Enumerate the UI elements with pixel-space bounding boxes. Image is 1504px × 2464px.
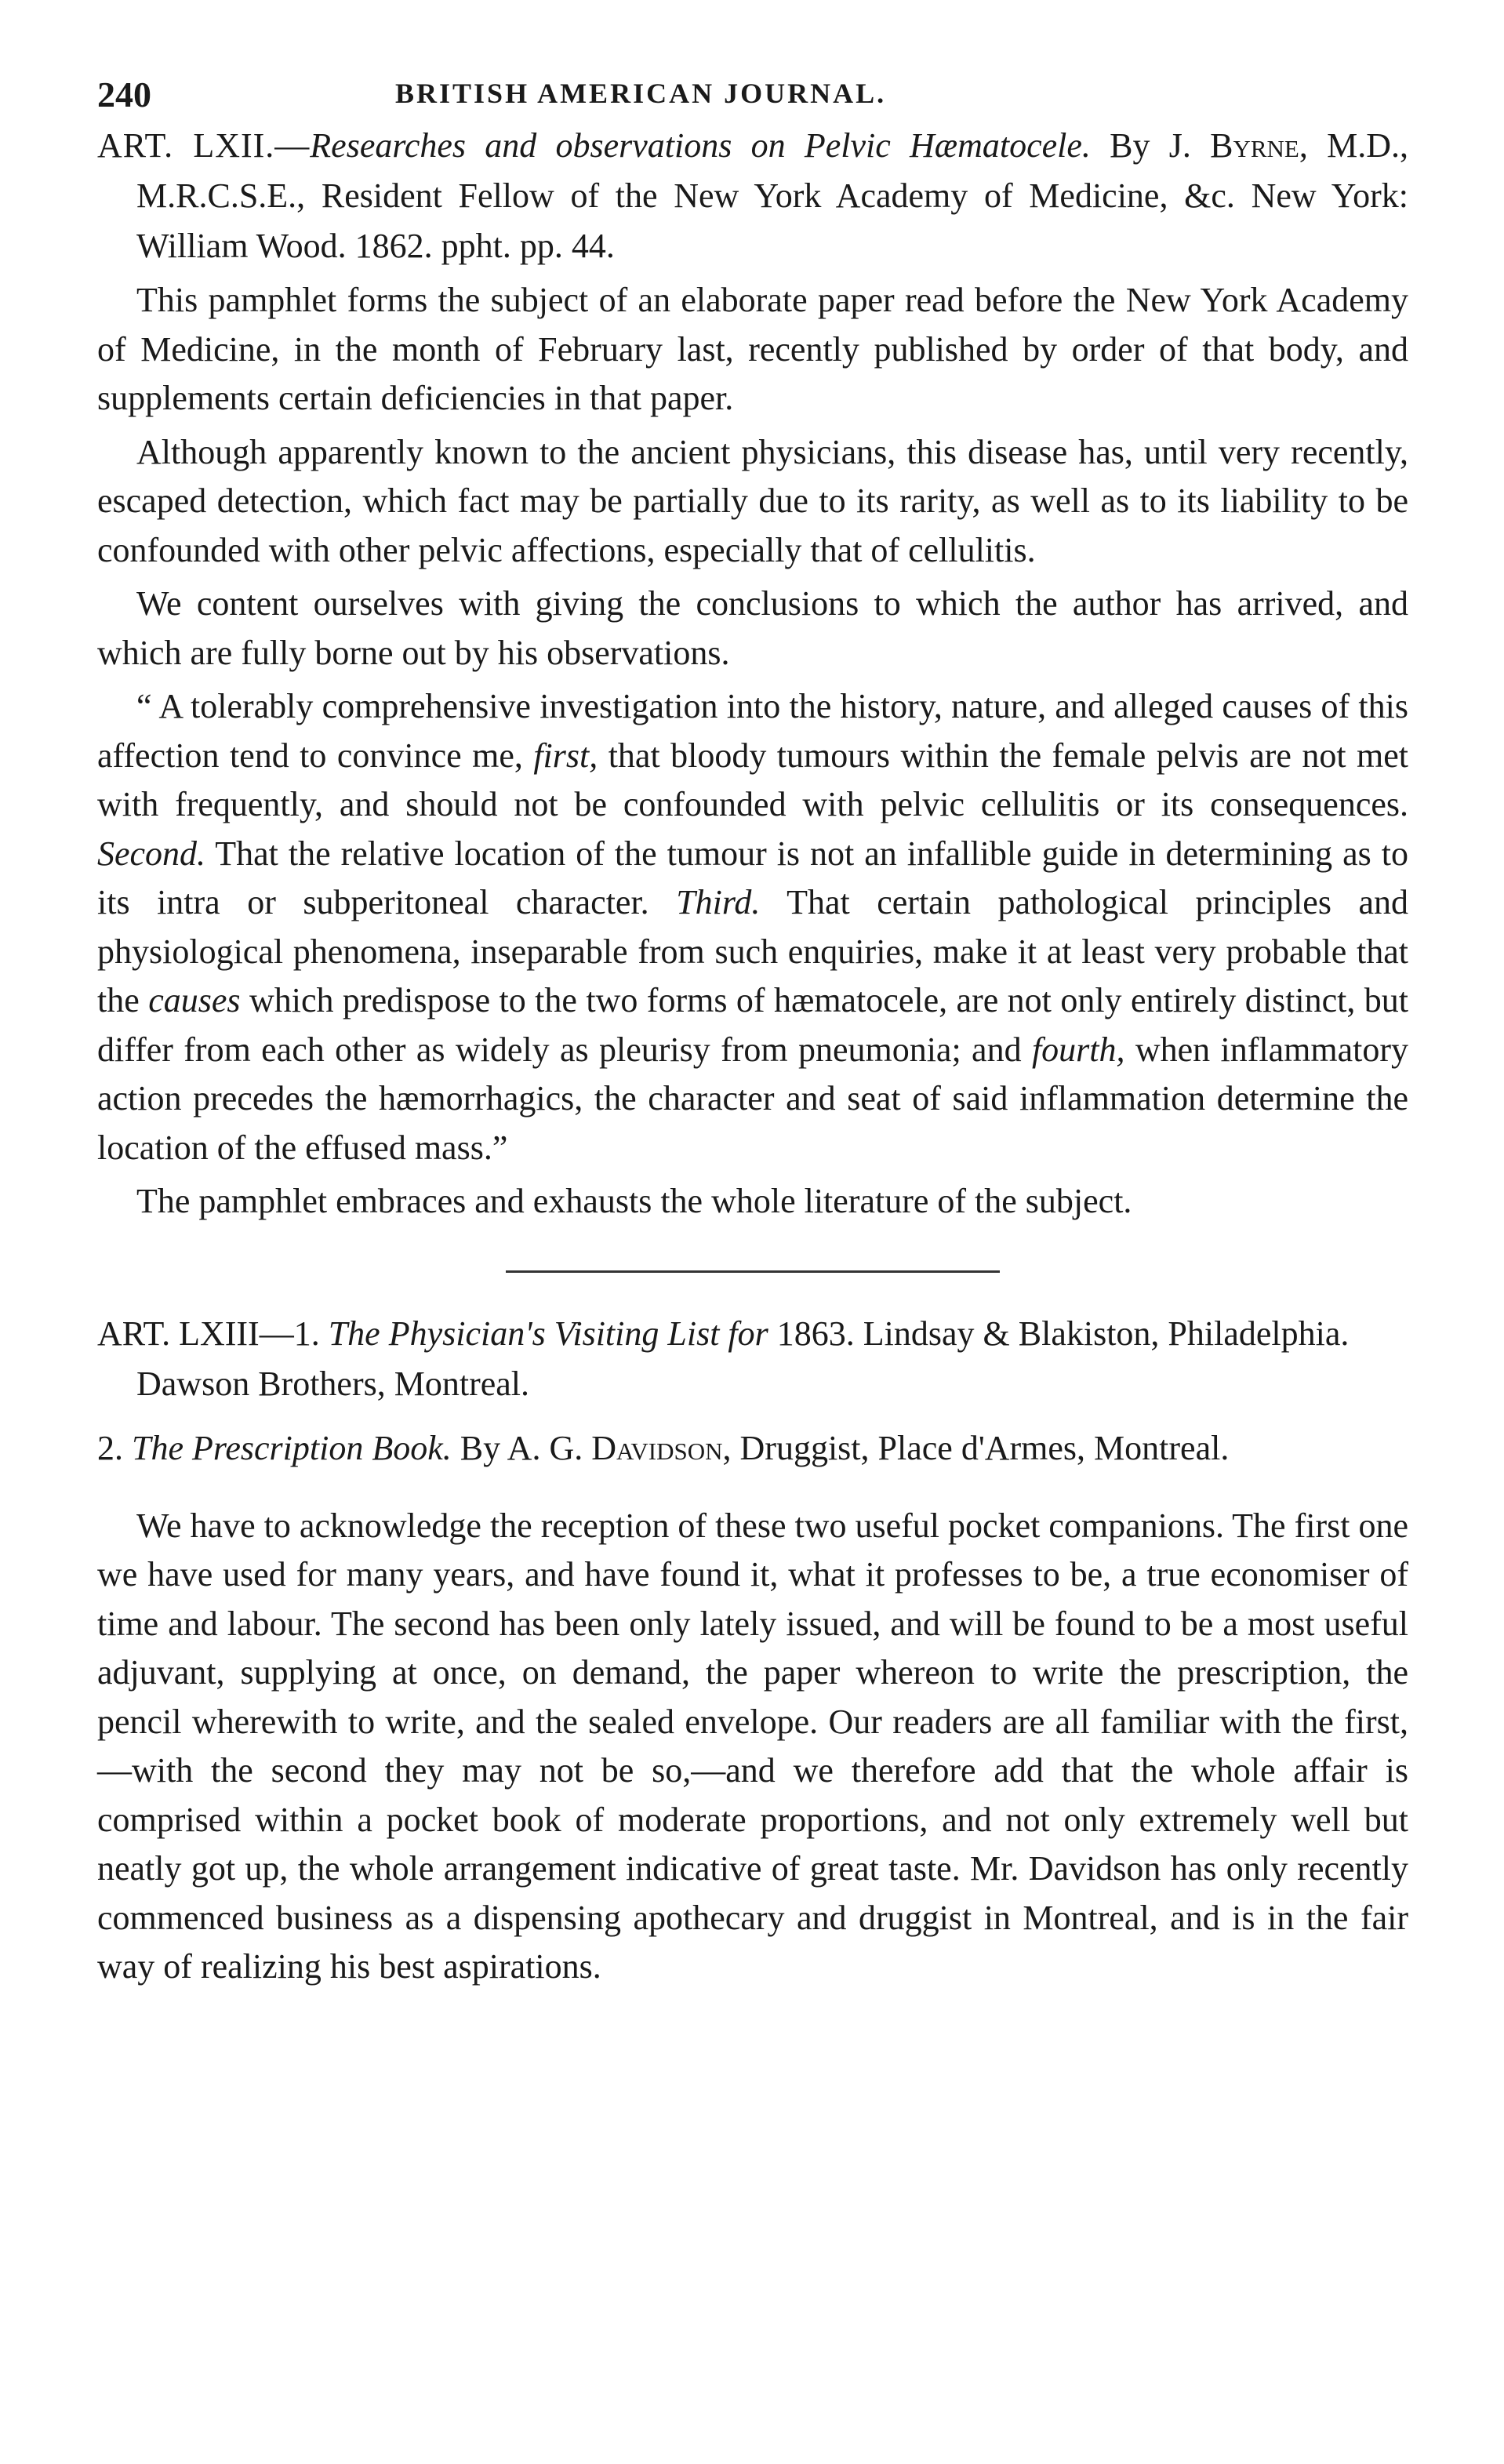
quote-causes: causes — [148, 981, 241, 1019]
running-head — [97, 66, 1408, 121]
article-63-paragraph-1: We have to acknowledge the reception of these two useful pocket companions. The first one we have used for many years, and have found it, what it professes to be, a true economiser of time and labour. The second has been only lately issued, and will be found to be a most useful adjuvant, supplying at once, on demand, the paper whereon to write the prescription, the pencil wherewith to write, and the sealed envelope. Our readers are all familiar with the first,—with the second they may not be so,—and we therefore add that the whole affair is comprised within a pocket book of moderate proportions, and not only extremely well but neatly got up, the whole arrangement indicative of great taste. Mr. Davidson has only recently commenced business as a dispensing apothecary and druggist in Montreal, and is in the fair way of realizing his best aspirations. — [97, 1506, 1408, 1986]
quote-part-4: That certain pathological principles and physiological phenomena, inseparable from such enquiries, make it at least very probable that the — [97, 883, 1408, 1019]
article-62-by: By — [1110, 126, 1150, 165]
quote-third: Third. — [676, 883, 761, 921]
article-62-paragraph-5: The pamphlet embraces and exhausts the whole literature of the subject. — [136, 1182, 1132, 1220]
article-62-paragraph-3: We content ourselves with giving the conclusions to which the author has arrived, and which are fully borne out by his observations. — [97, 584, 1408, 672]
article-62-credentials: , M.D., M.R.C.S.E., Resident Fellow of the New York Academy of Medicine, &c. New York: William Wood. 1862. ppht. pp. 44. — [136, 126, 1408, 265]
journal-page — [97, 66, 1408, 1992]
article-62-title: Researches and observations on Pelvic Hæmatocele. — [310, 126, 1091, 165]
journal-title: BRITISH AMERICAN JOURNAL. — [395, 78, 887, 109]
article-63-item-2 — [97, 1423, 1408, 1474]
quote-part-1: “ A tolerably comprehensive investigation into the history, nature, and alleged causes of this affection tend to convince me, — [97, 687, 1408, 775]
article-62-number: ART. LXII.— — [97, 126, 311, 165]
quote-part-5: which predispose to the two forms of hæmatocele, are not only entirely distinct, but differ from each other as widely as pleurisy from pneumonia; and — [97, 981, 1409, 1069]
article-62-paragraph-1: This pamphlet forms the subject of an elaborate paper read before the New York Academy of Medicine, in the month of February last, recently published by order of that body, and supplements certain deficiencies in that paper. — [97, 281, 1408, 417]
article-63-item-2-details: , Druggist, Place d'Armes, Montreal. — [722, 1428, 1230, 1467]
quote-fourth: fourth, — [1031, 1030, 1125, 1069]
article-63-item-2-author: Davidson — [591, 1428, 723, 1467]
article-63-item-2-number: 2. — [97, 1428, 123, 1467]
article-63-item-2-title: The Prescription Book. — [132, 1428, 452, 1467]
article-63-item-2-by: By A. G. — [460, 1428, 583, 1467]
page-number: 240 — [97, 75, 151, 114]
quote-first: first, — [533, 736, 598, 775]
article-63-item-1 — [97, 1309, 1408, 1409]
quote-part-3: That the relative location of the tumour is not an infallible guide in determining as to its intra or subperitoneal character. — [97, 834, 1408, 921]
quote-part-2: that bloody tumours within the female pelvis are not met with frequently, and should not be confounded with pelvic cellulitis or its consequences. — [97, 736, 1409, 823]
article-63-item-1-details: 1863. Lindsay & Blakiston, Philadelphia. Dawson Brothers, Montreal. — [136, 1314, 1350, 1403]
article-62-author: J. Byrne — [1168, 126, 1299, 165]
article-62-quotation — [97, 682, 1408, 1172]
quote-second: Second. — [97, 834, 206, 873]
article-62-paragraph-2: Although apparently known to the ancient physicians, this disease has, until very recently, escaped detection, which fact may be partially due to its rarity, as well as to its liability to be confounded with other pelvic affections, especially that of cellulitis. — [97, 432, 1408, 569]
article-63-number: ART. LXIII—1. — [97, 1314, 320, 1353]
article-63-item-1-title: The Physician's Visiting List for — [328, 1314, 768, 1353]
section-divider — [506, 1270, 1000, 1273]
quote-part-6: when inflammatory action precedes the hæmorrhagics, the character and seat of said inflammation determine the location of the effused mass.” — [97, 1030, 1409, 1167]
article-62-heading — [97, 121, 1408, 271]
